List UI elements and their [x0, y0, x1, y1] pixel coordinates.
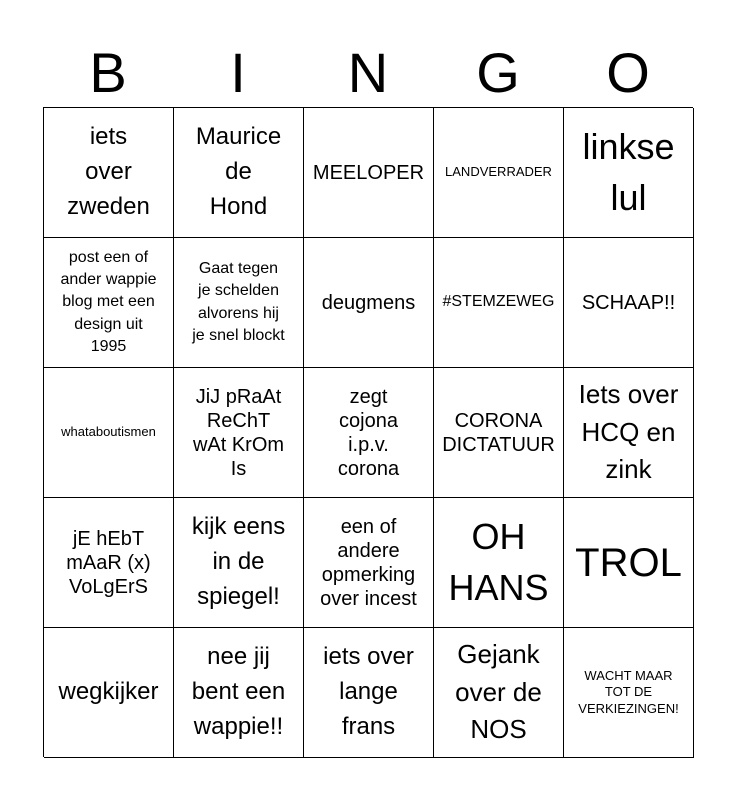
bingo-cell-r3-c2[interactable] [174, 368, 304, 498]
cell-text: Iets over HCQ en zink [578, 378, 679, 485]
bingo-header [43, 40, 693, 106]
header-letter-g: G [476, 41, 520, 104]
bingo-cell-r5-c4[interactable] [434, 628, 564, 758]
bingo-cell-r5-c2[interactable] [174, 628, 304, 758]
bingo-board [43, 107, 693, 757]
cell-text: LANDVERRADER [445, 164, 552, 180]
cell-text: Gaat tegen je schelden alvorens hij je snel blockt [192, 259, 285, 344]
cell-text: linkse lul [582, 126, 675, 218]
cell-text: iets over lange frans [323, 643, 414, 740]
bingo-cell-r1-c5[interactable] [564, 108, 694, 238]
bingo-cell-r3-c1[interactable] [44, 368, 174, 498]
cell-text: JiJ pRaAt ReChT wAt KrOm Is [192, 385, 285, 480]
cell-text: OH HANS [448, 516, 549, 608]
bingo-cell-r1-c4[interactable] [434, 108, 564, 238]
cell-text: iets over zweden [67, 123, 150, 220]
cell-text: TROL [575, 540, 682, 585]
cell-text: Gejank over de NOS [455, 638, 542, 745]
cell-text: Maurice de Hond [195, 123, 282, 220]
cell-text: deugmens [321, 291, 416, 314]
bingo-cell-r5-c1[interactable] [44, 628, 174, 758]
bingo-cell-r4-c4[interactable] [434, 498, 564, 628]
bingo-cell-r3-c4[interactable] [434, 368, 564, 498]
bingo-cell-r4-c1[interactable] [44, 498, 174, 628]
bingo-cell-r3-c5[interactable] [564, 368, 694, 498]
cell-text: WACHT MAAR TOT DE VERKIEZINGEN! [578, 668, 679, 716]
cell-text: jE hEbT mAaR (x) VoLgErS [66, 527, 151, 598]
cell-text: zegt cojona i.p.v. corona [337, 385, 400, 480]
header-letter-o: O [606, 41, 650, 104]
cell-text: nee jij bent een wappie!! [191, 643, 286, 740]
bingo-cell-r2-c1[interactable] [44, 238, 174, 368]
cell-text: wegkijker [58, 678, 159, 706]
cell-text: CORONA DICTATUUR [442, 409, 555, 456]
bingo-cell-r1-c3[interactable] [304, 108, 434, 238]
bingo-cell-r2-c4[interactable] [434, 238, 564, 368]
cell-text: een of andere opmerking over incest [320, 515, 417, 610]
cell-text: kijk eens in de spiegel! [191, 513, 286, 610]
bingo-cell-r4-c3[interactable] [304, 498, 434, 628]
cell-text: whataboutismen [61, 424, 156, 440]
bingo-cell-r2-c5[interactable] [564, 238, 694, 368]
bingo-cell-r1-c1[interactable] [44, 108, 174, 238]
bingo-cell-r4-c2[interactable] [174, 498, 304, 628]
cell-text: post een of ander wappie blog met een design uit 1995 [60, 248, 157, 356]
bingo-cell-r5-c5[interactable] [564, 628, 694, 758]
header-letter-n: N [347, 41, 389, 104]
bingo-cell-r2-c3[interactable] [304, 238, 434, 368]
bingo-cell-r5-c3[interactable] [304, 628, 434, 758]
bingo-cell-r4-c5[interactable] [564, 498, 694, 628]
header-letter-b: B [89, 41, 127, 104]
bingo-cell-r2-c2[interactable] [174, 238, 304, 368]
bingo-cell-r3-c3[interactable] [304, 368, 434, 498]
cell-text: MEELOPER [312, 161, 425, 184]
bingo-cell-r1-c2[interactable] [174, 108, 304, 238]
cell-text: #STEMZEWEG [442, 293, 555, 311]
cell-text: SCHAAP!! [581, 291, 676, 314]
header-letter-i: I [230, 41, 246, 104]
